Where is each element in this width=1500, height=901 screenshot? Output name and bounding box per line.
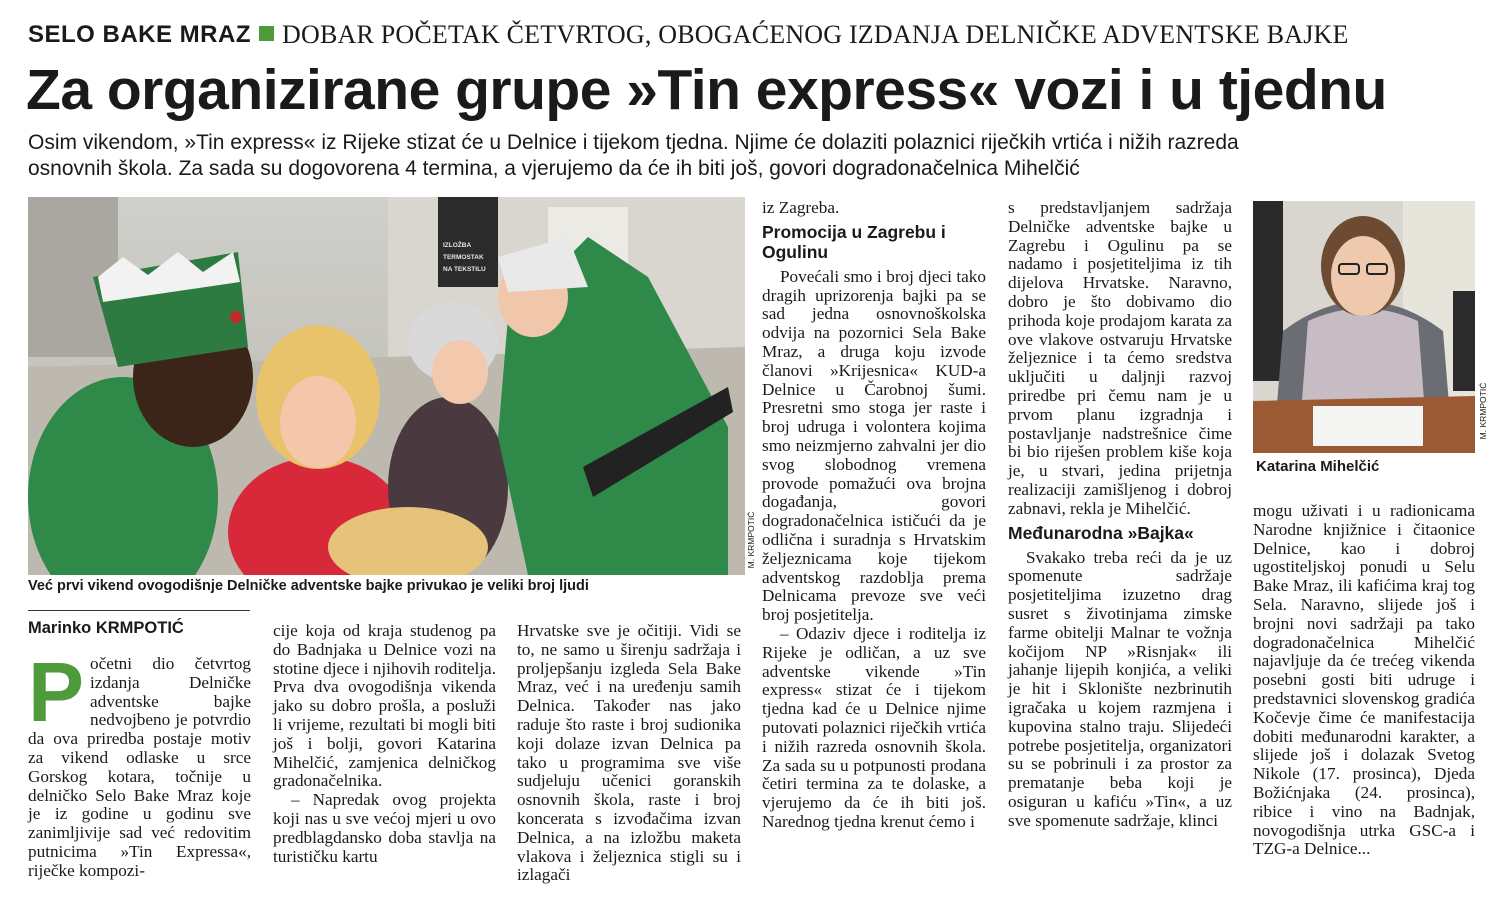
drop-cap: P <box>28 645 85 739</box>
green-square-icon <box>259 26 274 41</box>
photo-credit: M. KRMPOTIĆ <box>746 511 756 569</box>
col1-paragraph: očetni dio četvrtog izdanja Delničke adventske bajke nedvojbeno je potvrdio da ova priredba postaje motiv za vikend odlaske u srce Gorskog kotara, točnije u delničko Selo Bake Mraz koje je iz godine u godinu sve zanimljivije sad već redovitim putnicima »Tin Expressa«, riječke kompozi- <box>28 654 251 880</box>
kicker <box>28 20 1478 52</box>
kicker-text: DOBAR POČETAK ČETVRTOG, OBOGAĆENOG IZDANJA DELNIČKE ADVENTSKE BAJKE <box>282 20 1349 49</box>
lead-line-2: osnovnih škola. Za sada su dogovorena 4 termina, a vjerujemo da će ih biti još, govori dogradonačelnica Mihelčić <box>28 157 1080 180</box>
col3-paragraph: Hrvatske sve je očitiji. Vidi se to, ne samo u širenju sadržaja i proljepšanju izgleda Sela Bake Mraz, već i na uređenju samih Delnica. Također nas jako raduje što raste i broj sudionika koji dolaze izvan Delnica pa tako u programima sve više sudjeluju učenici goranskih osnovnih škola, raste i broj koncerata s izvođačima izvan Delnica, a na izložbu maketa vlakova i željeznica stigli su i izlagači <box>517 621 741 885</box>
sign-line-3: NA TEKSTILU <box>443 266 486 273</box>
column-3 <box>517 622 741 885</box>
author-rule <box>28 610 250 611</box>
col6-paragraph: mogu uživati i u radionicama Narodne knjižnice i čitaonice Delnice, kao i dobroj ugostiteljskoj ponudi u Selu Bake Mraz, ili kafićima kraj tog Sela. Naravno, slijede još i brojni novi sadržaji pa tako dogradonačelnica Mihelčić najavljuje da će trećeg vikenda posebni gosti biti udruge i predstavnici slovenskog gradića Kočevje čime će manifestacija dobiti međunarodni karakter, a slijede još i dolazak Svetog Nikole (17. prosinca), Djeda Božićnjaka (24. prosinca), ribice i vino na Badnjak, novogodišnja utrka GSC-a i TZG-a Delnice... <box>1253 501 1475 859</box>
col2-paragraph-2: – Napredak ovog projekta koji nas u sve većoj mjeri u ovo predblagdansko doba stavlja na turističku kartu <box>273 790 496 866</box>
lead-paragraph <box>28 130 1408 182</box>
col4-paragraph-2: – Odaziv djece i roditelja iz Rijeke je odličan, a uz sve adventske vikende »Tin express« stizat će i tijekom tjedna kad će u Delnice njime putovati polaznici riječkih vrtića i nižih razreda osnovnih škola. Za sada su u potpunosti prodana četiri termina za te dolaske, a vjerujemo da će ih biti još. Narednog tjedna krenut ćemo i <box>762 623 986 831</box>
column-5 <box>1008 199 1232 831</box>
col5-paragraph-2: Svakako treba reći da je uz spomenute sadržaje posjetiteljima izuzetno drag susret s životinjama zimske farme obitelji Malnar te vožnja kočijom NP »Risnjak« ili jahanje lijepih konjića, a veliki je hit i Sklonište nezbrinutih igračaka u kojem razmjena i kupovina stalno traju. Slijedeći potrebe posjetitelja, organizatori su se pobrinuli i za prostor za prematanje beba koji je osiguran u kafiću »Tin«, a uz sve spomenute sadržaje, klinci <box>1008 547 1232 830</box>
lead-line-1: Osim vikendom, »Tin express« iz Rijeke stizat će u Delnice i tijekom tjedna. Njime će dolaziti polaznici riječkih vrtića i nižih razreda <box>28 131 1239 154</box>
column-6 <box>1253 502 1475 859</box>
main-photo <box>28 197 745 575</box>
col2-paragraph-1: cije koja od kraja studenog pa do Badnjaka u Delnice vozi na stotine djece i njihovih roditelja. Prva dva ovogodišnja vikenda jako su dobro prošla, a posluži li vrijeme, rezultati bi mogli biti još i bolji, govori Katarina Mihelčić, zamjenica delničkog gradonačelnika. <box>273 621 496 791</box>
sign-line-1: IZLOŽBA <box>443 242 472 249</box>
col4-paragraph-1: Povećali smo i broj djeci tako dragih uprizorenja bajki pa se sad jedna osnovnoškolska odvija na pozornici Sela Bake Mraz, a druga koju izvode članovi »Krijesnica« KUD-a Delnice u Čarobnoj šumi. Presretni smo stoga jer raste i broj udruga i volontera kojima smo neizmjerno zahvalni jer dio svog slobodnog vremena provode pomažući ova brojna događanja, govori dogradonačelnica ističući da je odlična i suradnja s Hrvatskim željeznicama koje tijekom adventskog razdoblja prema Delnicama prevoze sve veći broj posjetitelja. <box>762 266 986 625</box>
col5-paragraph-1: s predstavljanjem sadržaja Delničke adventske bajke u Zagrebu i Ogulinu pa se nadamo i posjetiteljima iz tih dijelova Hrvatske. Naravno, dobro je što dobivamo dio prihoda koje prodajom karata za ove vlakove ostvaruju Hrvatske željeznice i ta ćemo sredstva uključiti u daljnji razvoj priredbe pri čemu nam je u prvom planu izgradnja i postavljanje nadstrešnice čime bi bio riješen problem kiše koja je, u stvari, jedina prijetnja realizaciji zamišljenog i dobroj zabnavi, rekla je Mihelčić. <box>1008 198 1232 518</box>
column-4 <box>762 199 986 832</box>
sign-line-2: TERMOSTAK <box>443 254 484 261</box>
subhead-promocija: Promocija u Zagrebu i Ogulinu <box>762 221 946 262</box>
main-photo-caption: Već prvi vikend ovogodišnje Delničke adventske bajke privukao je veliki broj ljudi <box>28 578 589 594</box>
column-2 <box>273 622 496 866</box>
subhead-medunarodna: Međunarodna »Bajka« <box>1008 522 1194 543</box>
portrait-credit: M. KRMPOTIĆ <box>1478 382 1488 440</box>
portrait-caption: Katarina Mihelčić <box>1256 458 1380 475</box>
section-tag: SELO BAKE MRAZ <box>28 21 251 48</box>
headline: Za organizirane grupe »Tin express« vozi i u tjednu <box>26 58 1387 122</box>
portrait-photo <box>1253 201 1475 453</box>
column-1 <box>28 645 251 881</box>
col4-paragraph-0: iz Zagreba. <box>762 198 840 217</box>
author-byline: Marinko KRMPOTIĆ <box>28 619 184 637</box>
